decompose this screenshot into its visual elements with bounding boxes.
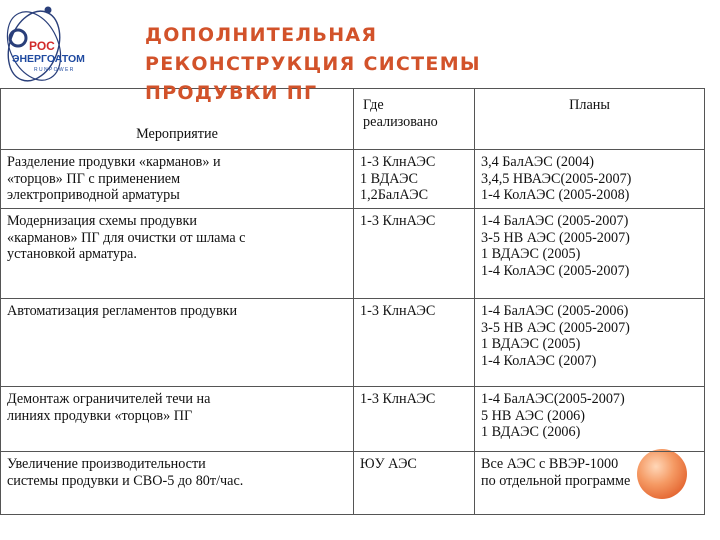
- table-row: [1, 150, 705, 209]
- logo-line1: РОС: [29, 39, 55, 53]
- cell-where: 1-3 КлнАЭС: [354, 299, 475, 387]
- logo-line3: R U N P O W E R: [34, 67, 74, 73]
- table-row: [1, 299, 705, 387]
- cell-activity: Разделение продувки «карманов» и «торцов» ПГ с применением электроприводной арматуры: [1, 150, 354, 209]
- cell-where: 1-3 КлнАЭС 1 ВДАЭС 1,2БалАЭС: [354, 150, 475, 209]
- cell-where: 1-3 КлнАЭС: [354, 387, 475, 452]
- title-line-2: РЕКОНСТРУКЦИЯ СИСТЕМЫ: [145, 53, 481, 75]
- cell-plans: 1-4 БалАЭС (2005-2007) 3-5 НВ АЭС (2005-2007) 1 ВДАЭС (2005) 1-4 КолАЭС (2005-2007): [475, 209, 705, 299]
- table-row: [1, 209, 705, 299]
- reconstruction-plan-table: [0, 88, 705, 515]
- cell-plans: 1-4 БалАЭС (2005-2006) 3-5 НВ АЭС (2005-2007) 1 ВДАЭС (2005) 1-4 КолАЭС (2007): [475, 299, 705, 387]
- header-activity: Мероприятие: [1, 89, 354, 150]
- cell-plans: 1-4 БалАЭС(2005-2007) 5 НВ АЭС (2006) 1 ВДАЭС (2006): [475, 387, 705, 452]
- table-row: [1, 452, 705, 515]
- cell-activity: Увеличение производительности системы продувки и СВО-5 до 80т/час.: [1, 452, 354, 515]
- title-line-1: ДОПОЛНИТЕЛЬНАЯ: [145, 24, 378, 46]
- cell-plans: Все АЭС с ВВЭР-1000 по отдельной программе: [475, 452, 705, 515]
- slide-title: [145, 21, 585, 108]
- title-line-3: ПРОДУВКИ ПГ: [145, 82, 318, 104]
- rosenergoatom-logo: [4, 4, 96, 86]
- cell-activity: Модернизация схемы продувки «карманов» ПГ для очистки от шлама с установкой арматура.: [1, 209, 354, 299]
- table-row: [1, 387, 705, 452]
- cell-where: 1-3 КлнАЭС: [354, 209, 475, 299]
- header-where-implemented: Где реализовано: [354, 89, 475, 150]
- cell-where: ЮУ АЭС: [354, 452, 475, 515]
- cell-activity: Демонтаж ограничителей течи на линиях продувки «торцов» ПГ: [1, 387, 354, 452]
- logo-line2: ЭНЕРГОАТОМ: [12, 53, 85, 65]
- atom-logo-icon: [4, 4, 96, 86]
- cell-activity: Автоматизация регламентов продувки: [1, 299, 354, 387]
- cell-plans: 3,4 БалАЭС (2004) 3,4,5 НВАЭС(2005-2007) 1-4 КолАЭС (2005-2008): [475, 150, 705, 209]
- header-plans: Планы: [475, 89, 705, 150]
